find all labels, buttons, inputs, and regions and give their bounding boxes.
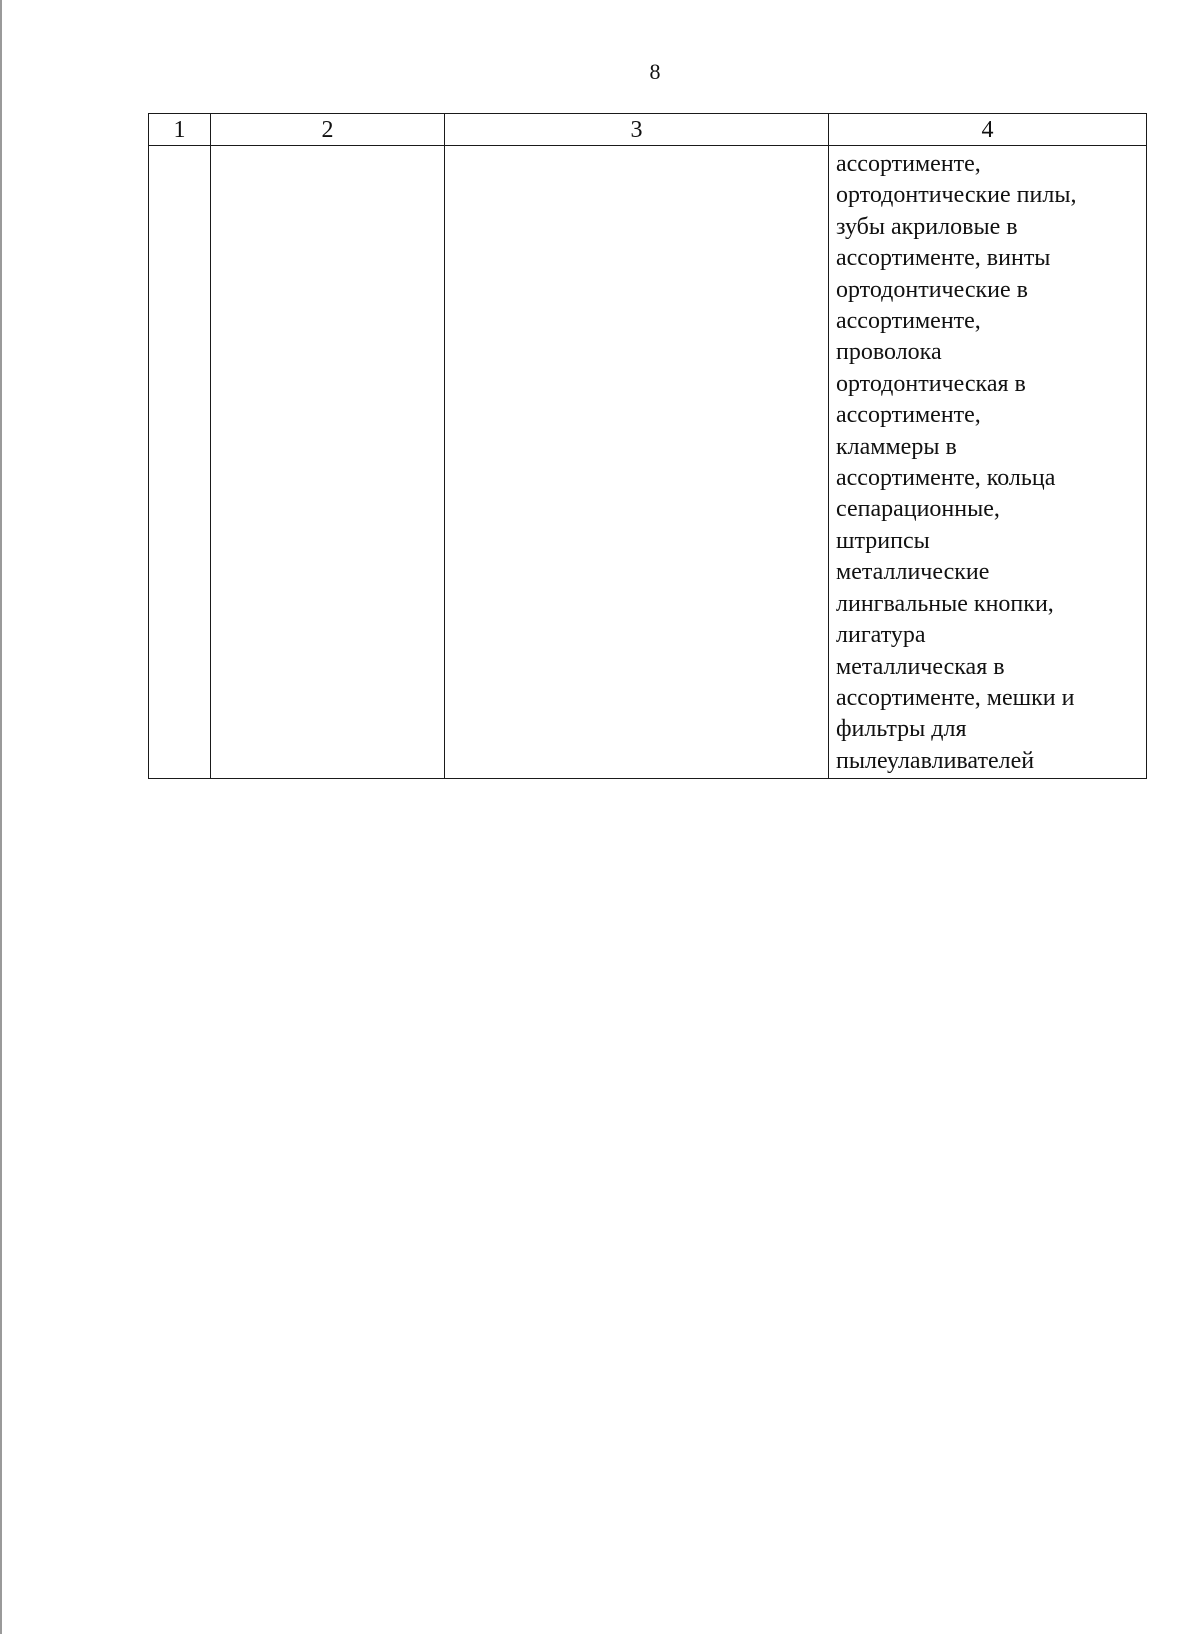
cell-text: [445, 146, 828, 149]
table-cell-col-3: [445, 146, 829, 779]
cell-text: [149, 146, 210, 149]
cell-text: [211, 146, 444, 149]
column-header-2: 2: [211, 114, 445, 146]
table-cell-col-4: [829, 146, 1147, 779]
column-header-3: 3: [445, 114, 829, 146]
table-cell-col-2: [211, 146, 445, 779]
column-header-1: 1: [149, 114, 211, 146]
cell-text-supplies-list: ассортименте, ортодонтические пилы, зубы акриловые в ассортименте, винты ортодонтические в ассортименте, проволока ортодонтическая в ассортименте, кламмеры в ассортименте, кольца сепарационные, штрипсы металлические лингвальные кнопки, лигатура металлическая в ассортименте, мешки и фильтры для пылеулавливателей: [836, 151, 1077, 774]
table-row: [149, 146, 1147, 779]
table-cell-col-1: [149, 146, 211, 779]
table-header-row: [149, 114, 1147, 146]
page-number: 8: [649, 59, 661, 84]
column-header-4: 4: [829, 114, 1147, 146]
scan-edge: [0, 0, 2, 1634]
document-table: [148, 113, 1147, 779]
